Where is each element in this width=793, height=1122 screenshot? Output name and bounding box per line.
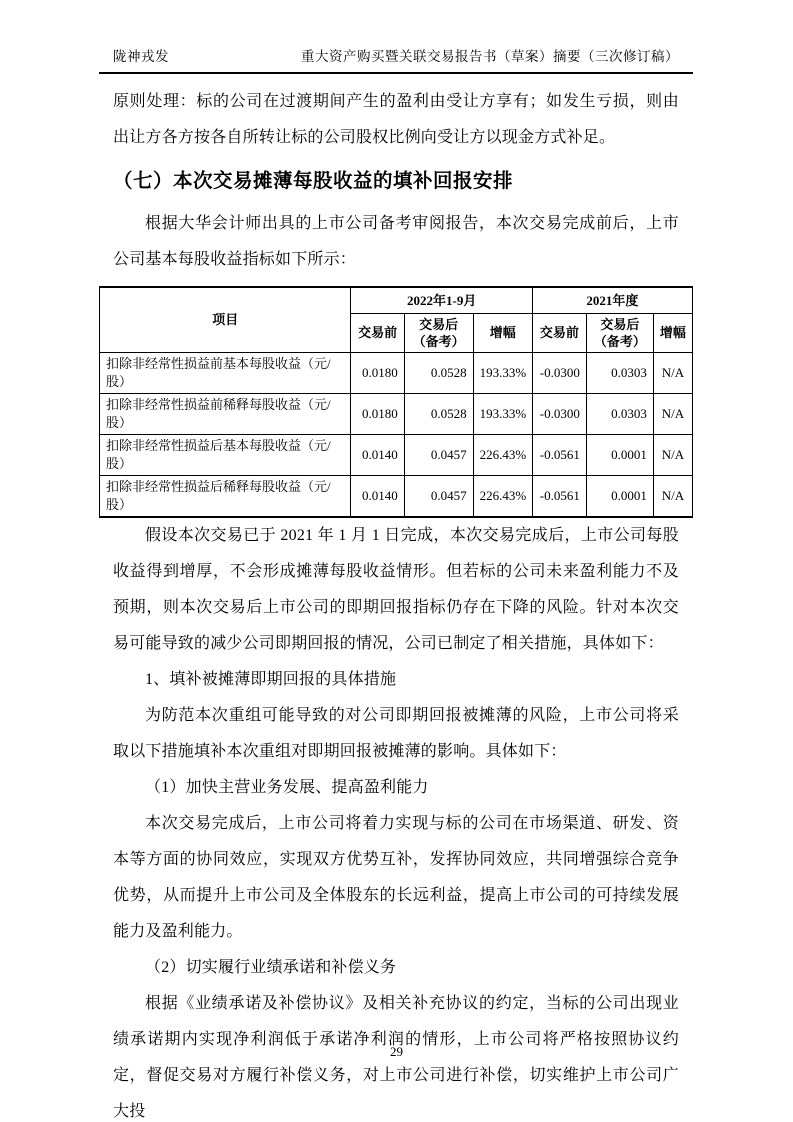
row-label: 扣除非经常性损益后基本每股收益（元/股） (100, 434, 351, 475)
table-header-change-2021: 增幅 (653, 313, 692, 352)
paragraph-measures: 为防范本次重组可能导致的对公司即期回报被摊薄的风险，上市公司将采取以下措施填补本次重组对即期回报被摊薄的影响。具体如下： (113, 706, 679, 760)
paragraph-item1: 本次交易完成后，上市公司将着力实现与标的公司在市场渠道、研发、资本等方面的协同效应，实现双方优势互补，发挥协同效应，共同增强综合竞争优势，从而提升上市公司及全体股东的长远利益，提高上市公司的可持续发展能力及盈利能力。 (113, 814, 679, 940)
paragraph-item2: 根据《业绩承诺及补偿协议》及相关补充协议的约定，当标的公司出现业绩承诺期内实现净利润低于承诺净利润的情形，上市公司将严格按照协议约定，督促交易对方履行补偿义务，对上市公司进行补偿，切实维护上市公司广大投 (113, 994, 679, 1120)
report-title: 重大资产购买暨关联交易报告书（草案）摘要（三次修订稿） (301, 49, 679, 64)
paragraph-carryover: 原则处理：标的公司在过渡期间产生的盈利由受让方享有；如发生亏损，则由出让方各方按各自所转让标的公司股权比例向受让方以现金方式补足。 (113, 93, 679, 146)
row-label: 扣除非经常性损益前稀释每股收益（元/股） (100, 393, 351, 434)
table-header-pre-2022: 交易前 (351, 313, 404, 352)
table-cell: -0.0300 (532, 352, 586, 393)
company-short-name: 陇神戎发 (113, 49, 169, 64)
table-cell: 0.0457 (404, 434, 473, 475)
table-cell: 0.0001 (586, 475, 653, 517)
table-cell: 0.0303 (586, 352, 653, 393)
table-cell: 0.0457 (404, 475, 473, 517)
table-row (100, 393, 693, 434)
table-cell: 0.0001 (586, 434, 653, 475)
eps-comparison-table (99, 286, 693, 518)
table-cell: 0.0180 (351, 352, 404, 393)
table-header-period-2022: 2022年1-9月 (351, 287, 532, 313)
table-header-pre-2021: 交易前 (532, 313, 586, 352)
section-heading-7: （七）本次交易摊薄每股收益的填补回报安排 (113, 170, 514, 192)
row-label: 扣除非经常性损益后稀释每股收益（元/股） (100, 475, 351, 517)
table-cell: 193.33% (473, 393, 532, 434)
paragraph-assumption: 假设本次交易已于 2021 年 1 月 1 日完成，本次交易完成后，上市公司每股收益得到增厚，不会形成摊薄每股收益情形。但若标的公司未来盈利能力不及预期，则本次交易后上市公司的即期回报指标仍存在下降的风险。针对本次交易可能导致的减少公司即期回报的情况，公司已制定了相关措施，具体如下： (113, 526, 679, 652)
table-cell: 226.43% (473, 475, 532, 517)
table-cell: N/A (653, 352, 692, 393)
table-cell: N/A (653, 434, 692, 475)
item-heading-2: （2）切实履行业绩承诺和补偿义务 (145, 958, 397, 976)
table-header-item: 项目 (100, 287, 351, 352)
table-cell: 226.43% (473, 434, 532, 475)
table-header-post-2022: 交易后（备考） (404, 313, 473, 352)
table-header-change-2022: 增幅 (473, 313, 532, 352)
table-cell: 0.0140 (351, 434, 404, 475)
table-row (100, 434, 693, 475)
table-cell: 0.0528 (404, 393, 473, 434)
table-header-period-2021: 2021年度 (532, 287, 692, 313)
table-cell: N/A (653, 393, 692, 434)
table-cell: -0.0561 (532, 475, 586, 517)
table-cell: -0.0561 (532, 434, 586, 475)
table-row (100, 352, 693, 393)
table-cell: 0.0180 (351, 393, 404, 434)
table-cell: 0.0140 (351, 475, 404, 517)
table-header-post-2021: 交易后（备考） (586, 313, 653, 352)
table-cell: -0.0300 (532, 393, 586, 434)
sub-heading-1: 1、填补被摊薄即期回报的具体措施 (145, 670, 397, 688)
item-heading-1: （1）加快主营业务发展、提高盈利能力 (145, 778, 429, 796)
table-cell: N/A (653, 475, 692, 517)
table-row (100, 475, 693, 517)
paragraph-report-basis: 根据大华会计师出具的上市公司备考审阅报告，本次交易完成前后，上市公司基本每股收益指标如下所示： (113, 215, 679, 268)
table-cell: 193.33% (473, 352, 532, 393)
table-cell: 0.0528 (404, 352, 473, 393)
running-header (99, 48, 693, 74)
page-number: 29 (390, 1044, 403, 1059)
row-label: 扣除非经常性损益前基本每股收益（元/股） (100, 352, 351, 393)
table-cell: 0.0303 (586, 393, 653, 434)
